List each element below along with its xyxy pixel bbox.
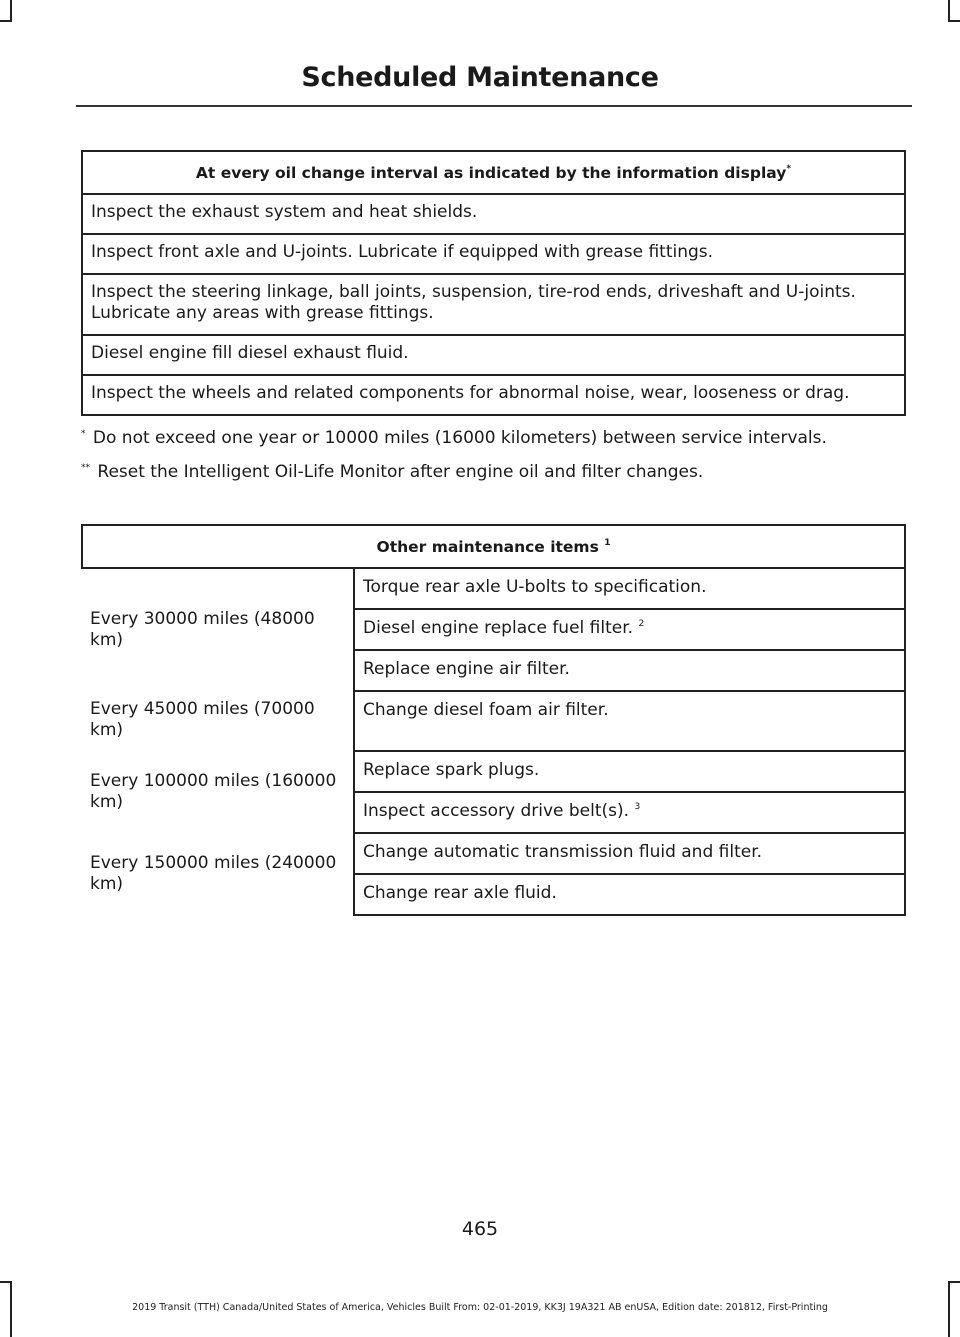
heading-text: Other maintenance items — [376, 538, 599, 556]
table-row — [354, 609, 905, 650]
table-row — [354, 751, 905, 792]
header-divider — [76, 105, 912, 107]
crop-mark — [0, 1281, 12, 1283]
interval-cell: Every 45000 miles (70000 km) — [82, 691, 354, 751]
table-row: Inspect the steering linkage, ball joints, suspension, tire-rod ends, driveshaft and U-joints. Lubricate any areas with grease fittings. — [82, 274, 905, 335]
item-text: Replace engine air filter. — [363, 659, 570, 679]
footnote-marker: 2 — [638, 619, 645, 629]
other-maintenance-table — [81, 524, 906, 916]
page-title: Scheduled Maintenance — [301, 62, 659, 93]
footnote-marker: * — [786, 164, 792, 174]
table-row: Inspect the exhaust system and heat shields. — [82, 194, 905, 234]
table-row — [354, 792, 905, 833]
table-row — [354, 874, 905, 915]
other-maintenance-heading — [82, 525, 905, 568]
footnote-marker: 3 — [634, 802, 641, 812]
interval-cell: Every 150000 miles (240000 km) — [82, 833, 354, 915]
item-text: Inspect accessory drive belt(s). — [363, 801, 630, 821]
item-text: Change automatic transmission fluid and filter. — [363, 842, 763, 862]
crop-mark — [948, 1281, 960, 1283]
footnote-text: Reset the Intelligent Oil-Life Monitor after engine oil and filter changes. — [97, 462, 704, 482]
table-row — [354, 568, 905, 609]
item-text: Change rear axle fluid. — [363, 883, 557, 903]
footnote-marker: 1 — [604, 538, 611, 548]
crop-mark — [0, 20, 12, 22]
table-row — [354, 650, 905, 691]
footnote — [81, 428, 931, 449]
page-number: 465 — [461, 1218, 499, 1240]
table-row: Inspect the wheels and related components for abnormal noise, wear, looseness or drag. — [82, 375, 905, 415]
heading-text: At every oil change interval as indicated by the information display — [195, 164, 787, 182]
footnote-marker: ** — [81, 463, 90, 473]
oil-change-table-heading — [82, 151, 905, 194]
crop-mark — [948, 0, 950, 22]
item-text: Diesel engine replace fuel filter. — [363, 618, 634, 638]
footnote-text: Do not exceed one year or 10000 miles (16000 kilometers) between service intervals. — [92, 428, 827, 448]
item-text: Change diesel foam air filter. — [363, 700, 609, 720]
footnote — [81, 462, 931, 483]
interval-cell: Every 100000 miles (160000 km) — [82, 751, 354, 833]
footnote-marker: * — [81, 429, 86, 439]
oil-change-table — [81, 150, 906, 416]
crop-mark — [948, 20, 960, 22]
table-row: Diesel engine fill diesel exhaust fluid. — [82, 335, 905, 375]
table-row — [354, 833, 905, 874]
crop-mark — [10, 0, 12, 22]
item-text: Replace spark plugs. — [363, 760, 540, 780]
footer-edition-text: 2019 Transit (TTH) Canada/United States of America, Vehicles Built From: 02-01-2019, KK3J 19A321 AB enUSA, Edition date: 201812, First-Printing — [132, 1302, 828, 1313]
table-row: Inspect front axle and U-joints. Lubricate if equipped with grease fittings. — [82, 234, 905, 274]
item-text: Torque rear axle U-bolts to specification. — [363, 577, 707, 597]
interval-cell: Every 30000 miles (48000 km) — [82, 568, 354, 691]
table-row — [354, 691, 905, 751]
